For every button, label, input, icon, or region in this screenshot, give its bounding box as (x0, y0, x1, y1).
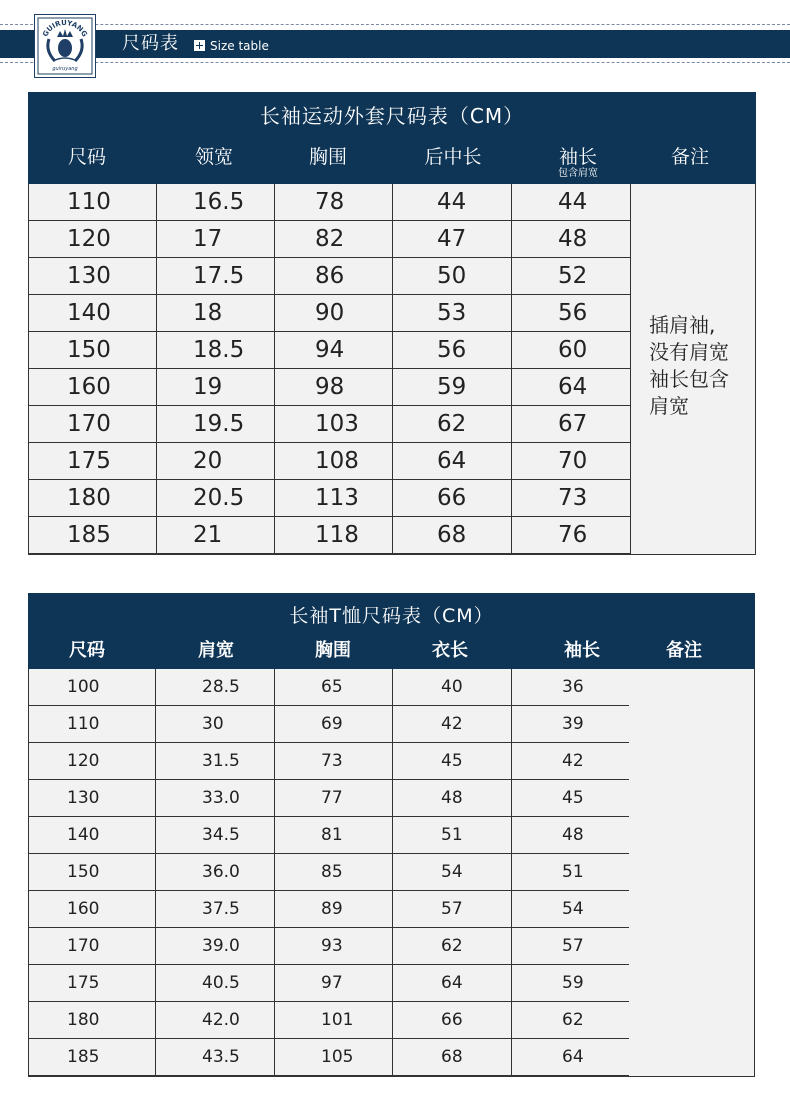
table-cell: 59 (512, 965, 631, 1002)
table-cell: 185 (29, 1039, 156, 1076)
table-cell: 97 (275, 965, 393, 1002)
table-cell: 78 (275, 184, 393, 221)
table-cell: 42 (393, 706, 512, 743)
remark-cell (631, 184, 755, 554)
table-cell: 57 (512, 928, 631, 965)
table-cell: 64 (393, 443, 512, 480)
header-bar (0, 30, 790, 58)
table-cell: 110 (29, 184, 157, 221)
table-cell: 73 (275, 743, 393, 780)
table-cell: 39 (512, 706, 631, 743)
table-cell: 120 (29, 221, 157, 258)
logo-text-top: GUIRUYANG (41, 18, 89, 39)
column-header: 后中长 (424, 146, 482, 168)
table-cell: 76 (512, 517, 631, 554)
table-cell: 113 (275, 480, 393, 517)
table-cell: 64 (512, 1039, 631, 1076)
table-cell: 170 (29, 928, 156, 965)
table-cell: 18.5 (157, 332, 275, 369)
table-cell: 118 (275, 517, 393, 554)
table-cell: 130 (29, 780, 156, 817)
table-cell: 52 (512, 258, 631, 295)
table-cell: 40 (393, 669, 512, 706)
table-cell: 150 (29, 854, 156, 891)
table-cell: 17 (157, 221, 275, 258)
table-cell: 54 (512, 891, 631, 928)
table-cell: 150 (29, 332, 157, 369)
table-cell: 19 (157, 369, 275, 406)
table-cell: 108 (275, 443, 393, 480)
table-cell: 45 (512, 780, 631, 817)
dashed-divider (0, 62, 790, 63)
table-cell: 98 (275, 369, 393, 406)
remark-line: 插肩袖, (649, 313, 716, 337)
table-cell: 59 (393, 369, 512, 406)
table-cell: 47 (393, 221, 512, 258)
table-cell: 45 (393, 743, 512, 780)
table-cell: 66 (393, 1002, 512, 1039)
remark-line: 肩宽 (649, 394, 689, 418)
column-header: 胸围 (308, 146, 347, 168)
table-cell: 67 (512, 406, 631, 443)
table-cell: 103 (275, 406, 393, 443)
table-cell: 19.5 (157, 406, 275, 443)
table-cell: 42.0 (156, 1002, 275, 1039)
table-cell: 94 (275, 332, 393, 369)
table-cell: 130 (29, 258, 157, 295)
table-header (28, 92, 756, 184)
column-header-sleeve (532, 144, 624, 180)
table-title: 长袖T恤尺码表（CM） (289, 605, 494, 627)
table-cell: 81 (275, 817, 393, 854)
table-cell: 28.5 (156, 669, 275, 706)
table-cell: 48 (512, 221, 631, 258)
table-cell: 39.0 (156, 928, 275, 965)
remark-line: 袖长包含 (649, 367, 729, 391)
table-cell: 31.5 (156, 743, 275, 780)
column-header: 领宽 (194, 146, 233, 168)
table-body (28, 669, 755, 1077)
table-cell: 175 (29, 965, 156, 1002)
table-cell: 105 (275, 1039, 393, 1076)
column-header: 肩宽 (198, 640, 234, 661)
table-cell: 54 (393, 854, 512, 891)
table-cell: 51 (512, 854, 631, 891)
table-header (28, 593, 755, 669)
dashed-divider (0, 24, 790, 25)
tshirt-size-table (28, 593, 755, 1077)
page-title: 尺码表 (122, 33, 179, 54)
table-cell: 64 (512, 369, 631, 406)
table-cell: 36.0 (156, 854, 275, 891)
table-cell: 34.5 (156, 817, 275, 854)
table-cell: 70 (512, 443, 631, 480)
table-cell: 37.5 (156, 891, 275, 928)
table-cell: 120 (29, 743, 156, 780)
table-cell: 62 (512, 1002, 631, 1039)
table-cell: 16.5 (157, 184, 275, 221)
table-cell: 100 (29, 669, 156, 706)
table-cell: 40.5 (156, 965, 275, 1002)
table-cell: 62 (393, 928, 512, 965)
table-cell: 20 (157, 443, 275, 480)
page-subtitle: Size table (210, 39, 269, 53)
table-cell: 60 (512, 332, 631, 369)
table-cell: 175 (29, 443, 157, 480)
table-cell: 93 (275, 928, 393, 965)
table-cell: 180 (29, 1002, 156, 1039)
table-cell: 62 (393, 406, 512, 443)
column-header: 备注 (666, 640, 702, 661)
table-cell: 17.5 (157, 258, 275, 295)
column-header-note: 包含肩宽 (558, 168, 598, 179)
table-cell: 43.5 (156, 1039, 275, 1076)
column-headers (28, 144, 756, 180)
table-cell: 85 (275, 854, 393, 891)
column-header: 尺码 (69, 640, 105, 661)
table-cell: 50 (393, 258, 512, 295)
table-cell: 180 (29, 480, 157, 517)
table-cell: 18 (157, 295, 275, 332)
table-cell: 36 (512, 669, 631, 706)
table-cell: 170 (29, 406, 157, 443)
brand-logo (34, 14, 96, 78)
table-cell: 82 (275, 221, 393, 258)
table-cell: 140 (29, 295, 157, 332)
table-cell: 90 (275, 295, 393, 332)
column-header: 尺码 (67, 146, 106, 168)
table-cell: 20.5 (157, 480, 275, 517)
jacket-size-table (28, 92, 756, 555)
table-body (28, 184, 756, 555)
header-banner (0, 0, 790, 82)
table-cell: 68 (393, 1039, 512, 1076)
table-cell: 56 (512, 295, 631, 332)
table-cell: 77 (275, 780, 393, 817)
table-cell: 33.0 (156, 780, 275, 817)
table-cell: 51 (393, 817, 512, 854)
column-header: 胸围 (315, 640, 351, 661)
table-cell: 42 (512, 743, 631, 780)
table-cell: 68 (393, 517, 512, 554)
table-cell: 48 (512, 817, 631, 854)
table-cell: 21 (157, 517, 275, 554)
table-cell: 160 (29, 891, 156, 928)
table-cell: 185 (29, 517, 157, 554)
table-cell: 86 (275, 258, 393, 295)
column-header: 备注 (670, 146, 709, 168)
column-header: 衣长 (432, 640, 468, 661)
table-cell: 57 (393, 891, 512, 928)
table-cell: 110 (29, 706, 156, 743)
column-headers (28, 639, 755, 663)
plus-icon (194, 40, 205, 51)
table-cell: 53 (393, 295, 512, 332)
table-cell: 89 (275, 891, 393, 928)
table-cell: 30 (156, 706, 275, 743)
column-header-label: 袖长 (558, 146, 597, 168)
table-title: 长袖运动外套尺码表（CM） (259, 104, 525, 128)
table-cell: 101 (275, 1002, 393, 1039)
remark-cell (629, 669, 754, 1076)
table-cell: 56 (393, 332, 512, 369)
table-cell: 48 (393, 780, 512, 817)
table-cell: 66 (393, 480, 512, 517)
table-cell: 69 (275, 706, 393, 743)
column-header: 袖长 (564, 640, 600, 661)
table-cell: 44 (393, 184, 512, 221)
table-cell: 65 (275, 669, 393, 706)
remark-line: 没有肩宽 (649, 340, 729, 364)
logo-text-bottom: guiruyang (52, 66, 78, 72)
table-cell: 44 (512, 184, 631, 221)
table-cell: 160 (29, 369, 157, 406)
table-cell: 140 (29, 817, 156, 854)
table-cell: 73 (512, 480, 631, 517)
table-cell: 64 (393, 965, 512, 1002)
